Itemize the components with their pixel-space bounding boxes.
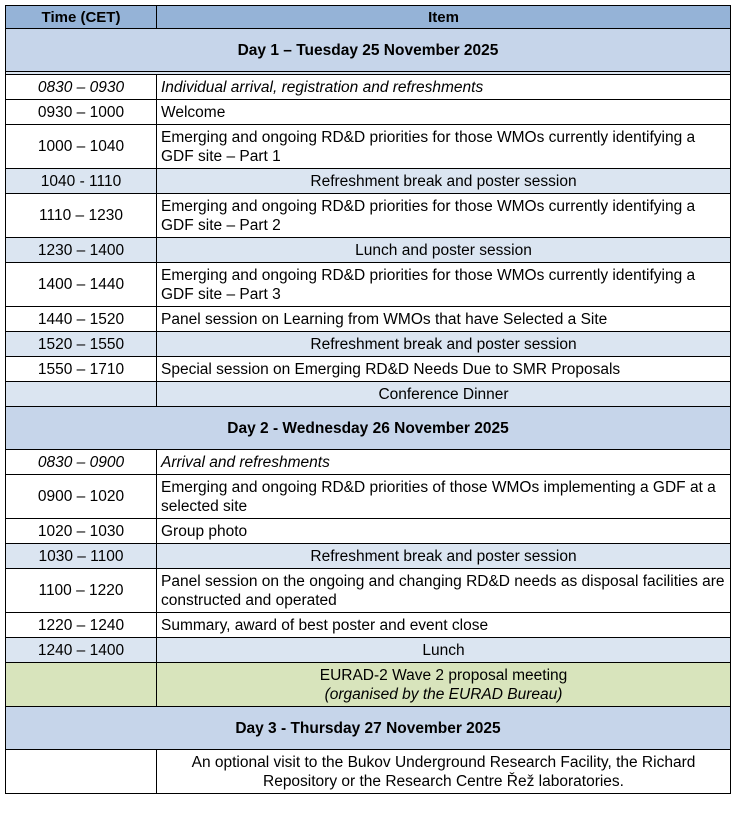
row-time: 1020 – 1030 [6, 519, 157, 544]
table-row [6, 613, 731, 638]
row-item [157, 663, 731, 707]
row-time: 0830 – 0900 [6, 450, 157, 475]
row-item: Panel session on the ongoing and changing RD&D needs as disposal facilities are constructed and operated [157, 569, 731, 613]
row-item: Conference Dinner [157, 382, 731, 407]
row-time: 1030 – 1100 [6, 544, 157, 569]
row-item: Group photo [157, 519, 731, 544]
row-item: An optional visit to the Bukov Underground Research Facility, the Richard Repository or the Research Centre Řež laboratories. [157, 750, 731, 794]
table-header [6, 6, 731, 29]
table-row [6, 569, 731, 613]
row-item: Panel session on Learning from WMOs that have Selected a Site [157, 307, 731, 332]
day2-title: Day 2 - Wednesday 26 November 2025 [6, 407, 731, 450]
row-time: 1240 – 1400 [6, 638, 157, 663]
row-time: 1520 – 1550 [6, 332, 157, 357]
row-item: Welcome [157, 100, 731, 125]
row-item: Emerging and ongoing RD&D priorities for those WMOs currently identifying a GDF site – Part 2 [157, 194, 731, 238]
agenda-table [5, 5, 731, 794]
row-item: Refreshment break and poster session [157, 169, 731, 194]
table-row [6, 750, 731, 794]
row-item: Emerging and ongoing RD&D priorities for those WMOs currently identifying a GDF site – Part 3 [157, 263, 731, 307]
meeting-title: EURAD-2 Wave 2 proposal meeting [319, 666, 568, 684]
row-time: 1100 – 1220 [6, 569, 157, 613]
row-item: Emerging and ongoing RD&D priorities of those WMOs implementing a GDF at a selected site [157, 475, 731, 519]
table-row [6, 450, 731, 475]
row-time: 0830 – 0930 [6, 75, 157, 100]
row-time: 0900 – 1020 [6, 475, 157, 519]
break-row [6, 544, 731, 569]
meeting-row [6, 663, 731, 707]
table-row [6, 263, 731, 307]
row-time [6, 663, 157, 707]
row-item: Refreshment break and poster session [157, 544, 731, 569]
table-row [6, 307, 731, 332]
break-row [6, 382, 731, 407]
time-column-header: Time (CET) [6, 6, 157, 29]
table-row [6, 357, 731, 382]
break-row [6, 238, 731, 263]
item-column-header: Item [157, 6, 731, 29]
row-item: Summary, award of best poster and event close [157, 613, 731, 638]
table-row [6, 100, 731, 125]
row-time: 1440 – 1520 [6, 307, 157, 332]
row-time: 1220 – 1240 [6, 613, 157, 638]
day3-title: Day 3 - Thursday 27 November 2025 [6, 707, 731, 750]
row-item: Arrival and refreshments [157, 450, 731, 475]
row-time: 1230 – 1400 [6, 238, 157, 263]
table-row [6, 194, 731, 238]
table-row [6, 475, 731, 519]
break-row [6, 332, 731, 357]
break-row [6, 638, 731, 663]
row-item: Lunch [157, 638, 731, 663]
row-item: Individual arrival, registration and refreshments [157, 75, 731, 100]
row-item: Refreshment break and poster session [157, 332, 731, 357]
day1-title: Day 1 – Tuesday 25 November 2025 [6, 29, 731, 72]
row-time [6, 750, 157, 794]
row-time: 1000 – 1040 [6, 125, 157, 169]
row-item: Lunch and poster session [157, 238, 731, 263]
row-item: Emerging and ongoing RD&D priorities for those WMOs currently identifying a GDF site – Part 1 [157, 125, 731, 169]
row-item: Special session on Emerging RD&D Needs Due to SMR Proposals [157, 357, 731, 382]
row-time: 0930 – 1000 [6, 100, 157, 125]
day-heading [6, 707, 731, 750]
row-time: 1550 – 1710 [6, 357, 157, 382]
table-row [6, 519, 731, 544]
break-row [6, 169, 731, 194]
row-time: 1110 – 1230 [6, 194, 157, 238]
table-row [6, 125, 731, 169]
table-row [6, 75, 731, 100]
row-time [6, 382, 157, 407]
day-heading [6, 407, 731, 450]
row-time: 1040 - 1110 [6, 169, 157, 194]
day-heading [6, 29, 731, 72]
meeting-note: (organised by the EURAD Bureau) [324, 685, 563, 703]
row-time: 1400 – 1440 [6, 263, 157, 307]
